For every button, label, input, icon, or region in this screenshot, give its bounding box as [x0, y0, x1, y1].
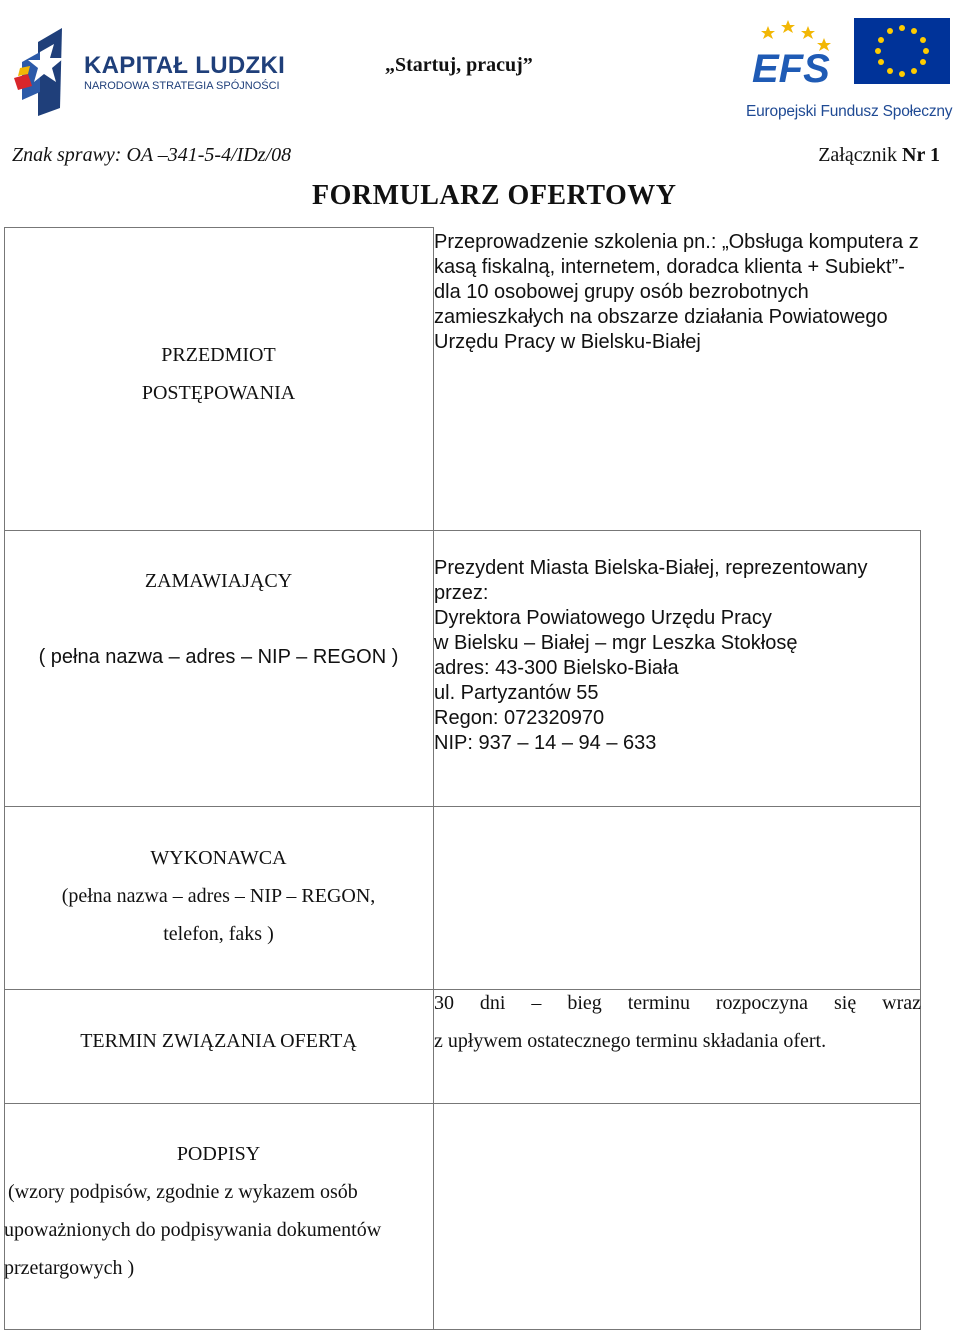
subject-line: Urzędu Pracy w Bielsku-Białej — [434, 331, 701, 353]
ordering-party-value — [434, 556, 921, 756]
binding-period-value — [434, 984, 921, 1060]
subject-value — [434, 230, 921, 355]
ordering-party-line: Dyrektora Powiatowego Urzędu Pracy — [434, 607, 772, 629]
subject-line: zamieszkałych na obszarze działania Powiatowego — [434, 306, 888, 328]
signatures-value-field[interactable] — [434, 1104, 920, 1329]
subject-label-line2: POSTĘPOWANIA — [141, 382, 296, 404]
ordering-party-line: Regon: 072320970 — [434, 707, 605, 729]
ordering-party-line: w Bielsku – Białej – mgr Leszka Stokłosę — [434, 632, 798, 654]
signatures-label-line1: PODPISY — [176, 1143, 261, 1165]
form-title: FORMULARZ OFERTOWY — [312, 180, 677, 211]
subject-line: Przeprowadzenie szkolenia pn.: „Obsługa komputera z — [434, 231, 919, 253]
ordering-party-line: adres: 43-300 Bielsko-Biała — [434, 657, 679, 679]
ordering-party-line: ul. Partyzantów 55 — [434, 682, 599, 704]
subject-line: kasą fiskalną, internetem, doradca klienta + Subiekt”- — [434, 256, 905, 278]
ordering-party-label-line1: ZAMAWIAJĄCY — [144, 570, 293, 592]
case-number: Znak sprawy: OA –341-5-4/IDz/08 — [12, 144, 292, 166]
motto-heading: „Startuj, pracuj” — [385, 54, 533, 76]
signatures-label-line3: upoważnionych do podpisywania dokumentów — [4, 1219, 382, 1241]
binding-period-line2: z upływem ostatecznego terminu składania ofert. — [434, 1030, 827, 1052]
subject-label-line1: PRZEDMIOT — [161, 344, 276, 366]
ordering-party-line: Prezydent Miasta Bielska-Białej, reprezentowany — [434, 557, 868, 579]
binding-period-label: TERMIN ZWIĄZANIA OFERTĄ — [80, 1030, 357, 1052]
kapital-ludzki-name: KAPITAŁ LUDZKI — [84, 52, 286, 79]
efs-caption: Europejski Fundusz Społeczny — [746, 103, 953, 120]
annex-word: Załącznik — [818, 144, 898, 166]
annex-number: Nr 1 — [902, 144, 940, 166]
contractor-label — [4, 839, 433, 953]
contractor-label-line2: (pełna nazwa – adres – NIP – REGON, — [61, 885, 376, 907]
ordering-party-label — [4, 562, 433, 676]
binding-period-line1: 30 dni – bieg terminu rozpoczyna się wraz — [434, 992, 921, 1014]
grid-line — [4, 227, 433, 228]
signatures-label-line2: (wzory podpisów, zgodnie z wykazem osób — [8, 1181, 358, 1203]
subject-line: dla 10 osobowej grupy osób bezrobotnych — [434, 281, 809, 303]
efs-letters: EFS — [752, 47, 830, 91]
contractor-label-line3: telefon, faks ) — [163, 923, 274, 945]
signatures-label — [4, 1135, 433, 1287]
contractor-label-line1: WYKONAWCA — [150, 847, 287, 869]
grid-line — [4, 1329, 921, 1330]
ordering-party-line: NIP: 937 – 14 – 94 – 633 — [434, 732, 657, 754]
grid-line — [4, 530, 921, 531]
annex-label — [818, 144, 940, 167]
ordering-party-label-line2: ( pełna nazwa – adres – NIP – REGON ) — [38, 646, 399, 668]
signatures-label-line4: przetargowych ) — [4, 1257, 135, 1279]
ordering-party-line: przez: — [434, 582, 489, 604]
contractor-value-field[interactable] — [434, 807, 920, 989]
subject-label — [4, 336, 433, 412]
kapital-ludzki-subtitle: NARODOWA STRATEGIA SPÓJNOŚCI — [84, 80, 280, 92]
